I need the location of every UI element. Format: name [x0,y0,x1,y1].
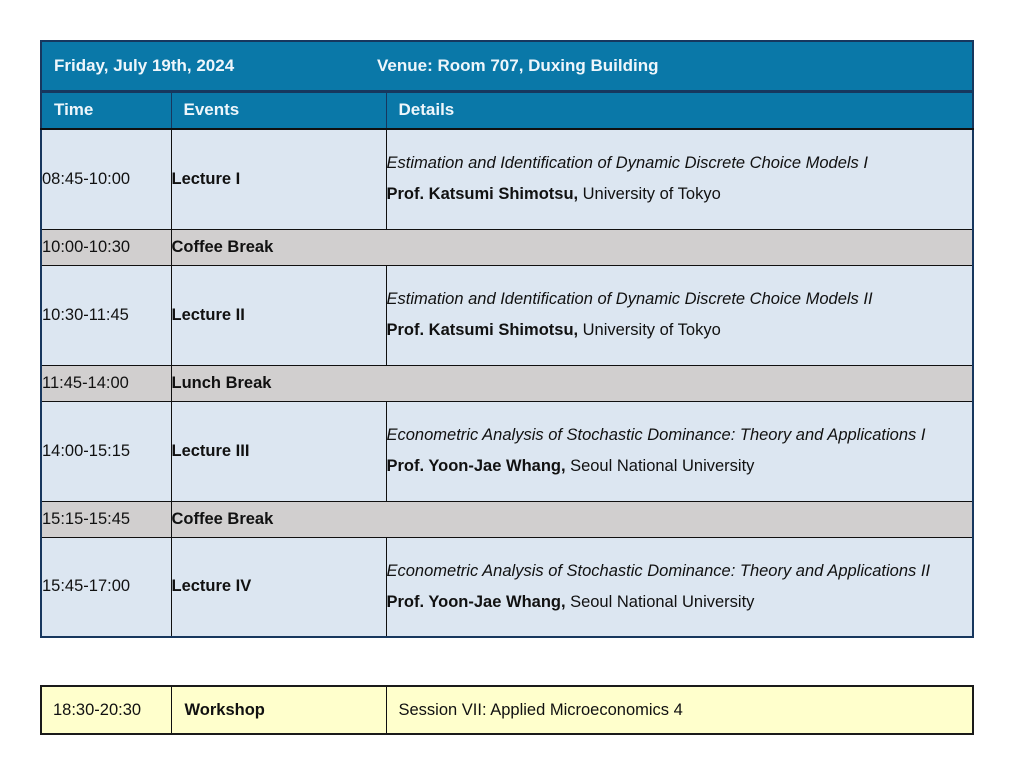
time-cell: 18:30-20:30 [41,686,171,734]
speaker-affiliation: University of Tokyo [582,321,721,339]
lecture-speaker-line [387,315,973,346]
break-cell: Lunch Break [171,365,973,401]
workshop-details-cell: Session VII: Applied Microeconomics 4 [386,686,973,734]
column-header-time: Time [41,91,171,129]
event-cell: Lecture II [171,265,386,365]
schedule-row-break-2 [41,365,973,401]
speaker-name: Prof. Katsumi Shimotsu, [386,321,579,339]
workshop-table [40,685,974,735]
workshop-row [41,686,973,734]
break-cell: Coffee Break [171,229,973,265]
schedule-row-break-3 [41,501,973,537]
time-cell: 11:45-14:00 [41,365,171,401]
schedule-row-lecture-4 [41,537,973,637]
break-cell: Coffee Break [171,501,973,537]
details-cell [386,401,973,501]
speaker-affiliation: Seoul National University [570,592,755,611]
lecture-speaker-line [387,451,973,482]
event-cell: Lecture I [171,129,386,229]
time-cell: 15:15-15:45 [41,501,171,537]
time-cell: 14:00-15:15 [41,401,171,501]
schedule-title-cell [41,41,973,91]
lecture-topic: Econometric Analysis of Stochastic Dominance: Theory and Applications I [386,426,926,444]
schedule-row-lecture-1 [41,129,973,229]
lecture-speaker-line [387,587,973,618]
column-header-events: Events [171,91,386,129]
speaker-name: Prof. Yoon-Jae Whang, [386,592,566,611]
event-cell: Lecture IV [171,537,386,637]
event-cell: Lecture III [171,401,386,501]
lecture-speaker-line [387,179,973,210]
schedule-row-lecture-3 [41,401,973,501]
schedule-date: Friday, July 19th, 2024 [54,55,235,75]
schedule-title-row [41,41,973,91]
lecture-topic: Estimation and Identification of Dynamic Discrete Choice Models I [386,154,868,173]
details-cell [386,265,973,365]
time-cell: 15:45-17:00 [41,537,171,637]
column-header-details: Details [386,91,973,129]
schedule-row-lecture-2 [41,265,973,365]
speaker-name: Prof. Yoon-Jae Whang, [386,457,566,475]
speaker-affiliation: University of Tokyo [582,185,721,204]
details-cell [386,129,973,229]
schedule-venue: Venue: Room 707, Duxing Building [377,55,659,75]
lecture-topic: Econometric Analysis of Stochastic Dominance: Theory and Applications II [386,561,931,580]
lecture-topic: Estimation and Identification of Dynamic Discrete Choice Models II [386,290,873,308]
schedule-row-break-1 [41,229,973,265]
speaker-name: Prof. Katsumi Shimotsu, [386,185,579,204]
event-cell: Workshop [171,686,386,734]
column-header-row [41,91,973,129]
time-cell: 08:45-10:00 [41,129,171,229]
schedule-table [40,40,974,638]
time-cell: 10:00-10:30 [41,229,171,265]
speaker-affiliation: Seoul National University [570,457,755,475]
details-cell [386,537,973,637]
time-cell: 10:30-11:45 [41,265,171,365]
